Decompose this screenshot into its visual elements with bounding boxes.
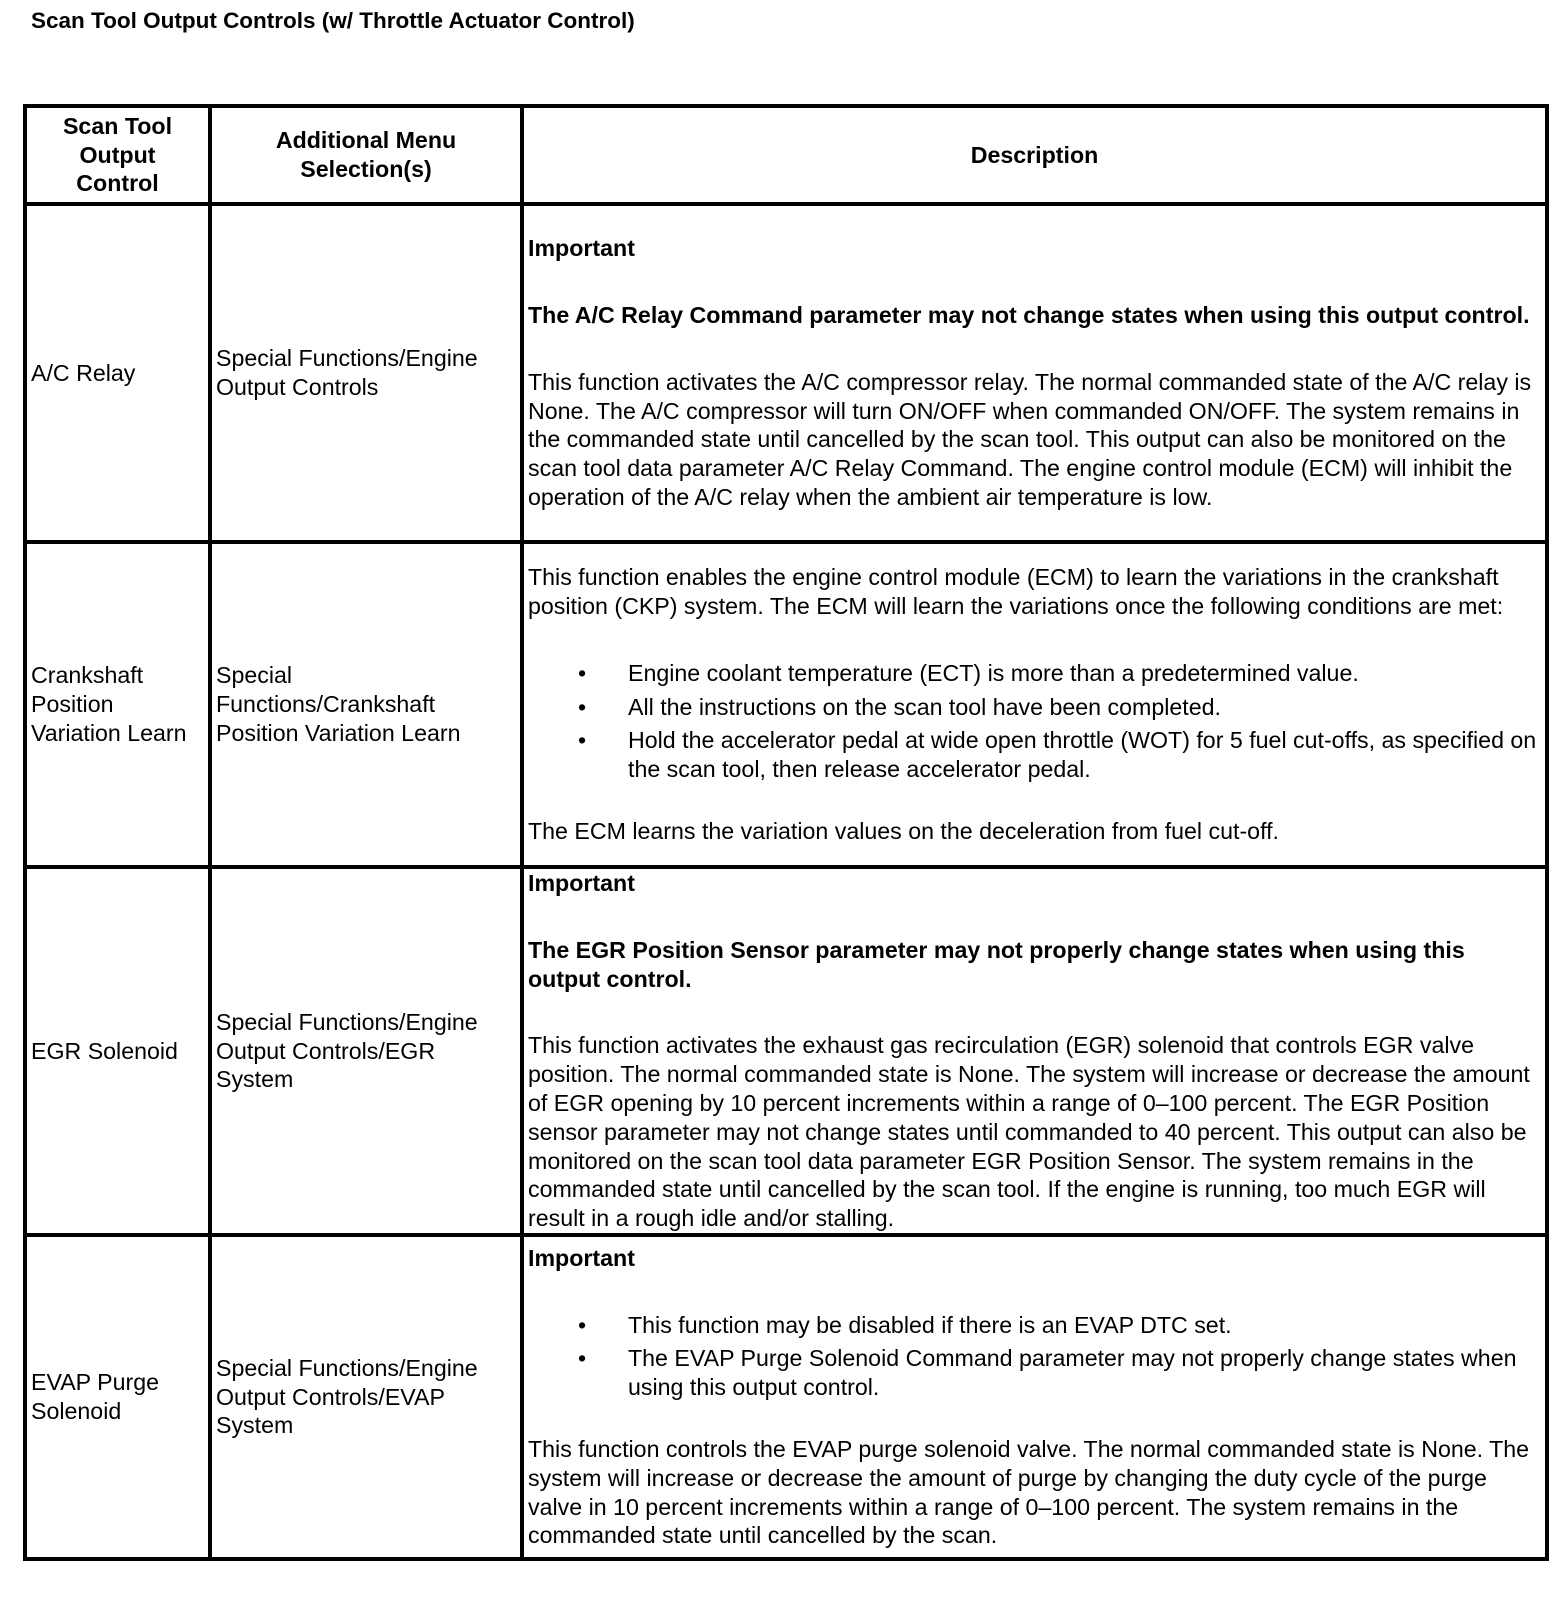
table-row-crankshaft bbox=[25, 542, 1547, 867]
header-menu: Additional Menu Selection(s) bbox=[210, 106, 522, 204]
menu-cell: Special Functions/Crankshaft Position Variation Learn bbox=[210, 542, 522, 867]
menu-cell: Special Functions/Engine Output Controls/EGR System bbox=[210, 867, 522, 1235]
important-label: Important bbox=[528, 235, 635, 262]
important-label: Important bbox=[528, 1244, 635, 1271]
description-text: This function controls the EVAP purge solenoid valve. The normal commanded state is None. The system will increase or decrease the amount of purge by changing the duty cycle of the purge valve in 10 percent increments within a range of 0–100 percent. The system remains in the commanded state until cancelled by the scan. bbox=[528, 1435, 1530, 1549]
conditions-list bbox=[528, 659, 1541, 784]
output-controls-table bbox=[23, 104, 1549, 1561]
description-intro: This function enables the engine control module (ECM) to learn the variations in the crankshaft position (CKP) system. The ECM will learn the variations once the following conditions are met: bbox=[528, 564, 1504, 619]
table-row-ac-relay bbox=[25, 204, 1547, 542]
description-text: This function activates the exhaust gas recirculation (EGR) solenoid that controls EGR valve position. The normal commanded state is None. The system will increase or decrease the amount of EGR opening by 10 percent increments within a range of 0–100 percent. The EGR Position sensor parameter may not change states until commanded to 40 percent. This output can also be monitored on the scan tool data parameter EGR Position Sensor. The system remains in the commanded state until cancelled by the scan tool. If the engine is running, too much EGR will result in a rough idle and/or stalling. bbox=[528, 1032, 1530, 1232]
important-label: Important bbox=[528, 870, 635, 896]
description-cell bbox=[522, 867, 1547, 1235]
menu-cell: Special Functions/Engine Output Controls/EVAP System bbox=[210, 1235, 522, 1559]
control-cell: Crankshaft Position Variation Learn bbox=[25, 542, 210, 867]
important-note: The EGR Position Sensor parameter may not properly change states when using this output control. bbox=[528, 936, 1465, 992]
list-item: • All the instructions on the scan tool have been completed. bbox=[528, 693, 1541, 722]
control-cell: EVAP Purge Solenoid bbox=[25, 1235, 210, 1559]
description-text: This function activates the A/C compressor relay. The normal commanded state of the A/C relay is None. The A/C compressor will turn ON/OFF when commanded ON/OFF. The system remains in the commanded state until cancelled by the scan tool. This output can also be monitored on the scan tool data parameter A/C Relay Command. The engine control module (ECM) will inhibit the operation of the A/C relay when the ambient air temperature is low. bbox=[528, 368, 1532, 510]
description-outro: The ECM learns the variation values on the deceleration from fuel cut-off. bbox=[528, 817, 1279, 844]
menu-cell: Special Functions/Engine Output Controls bbox=[210, 204, 522, 542]
table-row-evap-purge bbox=[25, 1235, 1547, 1559]
control-cell: EGR Solenoid bbox=[25, 867, 210, 1235]
list-item: • This function may be disabled if there is an EVAP DTC set. bbox=[528, 1311, 1541, 1340]
description-cell bbox=[522, 542, 1547, 867]
important-list bbox=[528, 1311, 1541, 1402]
list-item: • Engine coolant temperature (ECT) is more than a predetermined value. bbox=[528, 659, 1541, 688]
table-row-egr-solenoid bbox=[25, 867, 1547, 1235]
header-control: Scan Tool Output Control bbox=[25, 106, 210, 204]
page-title: Scan Tool Output Controls (w/ Throttle Actuator Control) bbox=[31, 8, 635, 33]
header-description: Description bbox=[522, 106, 1547, 204]
important-note: The A/C Relay Command parameter may not change states when using this output control. bbox=[528, 302, 1530, 328]
list-item: • Hold the accelerator pedal at wide open throttle (WOT) for 5 fuel cut-offs, as specified on the scan tool, then release accelerator pedal. bbox=[528, 726, 1541, 784]
control-cell: A/C Relay bbox=[25, 204, 210, 542]
header-row bbox=[25, 106, 1547, 204]
description-cell bbox=[522, 204, 1547, 542]
description-cell bbox=[522, 1235, 1547, 1559]
list-item: • The EVAP Purge Solenoid Command parameter may not properly change states when using this output control. bbox=[528, 1344, 1541, 1402]
